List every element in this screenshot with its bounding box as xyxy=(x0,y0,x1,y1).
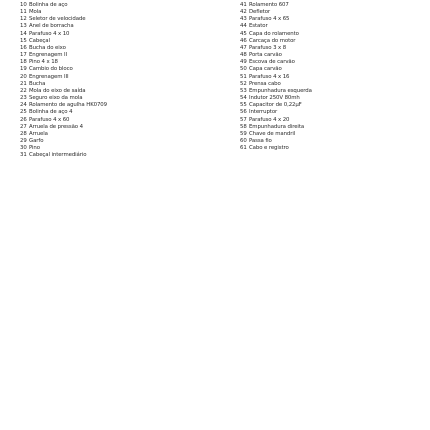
part-number: 24 xyxy=(20,102,27,109)
part-list-item xyxy=(240,145,420,152)
part-list-item xyxy=(20,124,220,131)
part-list-item xyxy=(20,74,220,81)
part-number: 46 xyxy=(240,37,247,44)
part-number: 48 xyxy=(240,52,247,59)
part-number: 52 xyxy=(240,80,247,87)
parts-list-left xyxy=(20,2,220,159)
part-label: Mola xyxy=(29,9,42,16)
part-number: 16 xyxy=(20,44,27,51)
part-number: 15 xyxy=(20,37,27,44)
part-label: Porta carvão xyxy=(249,52,282,59)
part-label: Defletor xyxy=(249,9,271,16)
part-list-item xyxy=(20,117,220,124)
part-number: 26 xyxy=(20,116,27,123)
part-number: 20 xyxy=(20,73,27,80)
part-list-item xyxy=(240,109,420,116)
part-list-item xyxy=(240,16,420,23)
part-number: 18 xyxy=(20,59,27,66)
part-number: 57 xyxy=(240,116,247,123)
part-label: Bolinha de aço 4 xyxy=(29,109,73,116)
part-label: Anel de borracha xyxy=(29,23,74,30)
part-label: Estator xyxy=(249,23,268,30)
part-label: Mola do eixo de saída xyxy=(29,87,86,94)
part-list-item xyxy=(20,59,220,66)
part-number: 42 xyxy=(240,9,247,16)
part-number: 53 xyxy=(240,87,247,94)
part-list-item xyxy=(20,52,220,59)
part-label: Arruela de pressão 4 xyxy=(29,123,83,130)
part-label: Empunhadura direita xyxy=(249,123,305,130)
part-label: Rolamento 607 xyxy=(249,2,289,8)
part-list-item xyxy=(240,131,420,138)
part-label: Parafuso 4 x 10 xyxy=(29,30,70,37)
part-list-item xyxy=(240,81,420,88)
part-label: Seletor de velocidade xyxy=(29,16,86,23)
part-list-item xyxy=(240,117,420,124)
part-list-item xyxy=(20,9,220,16)
part-number: 47 xyxy=(240,44,247,51)
part-list-item xyxy=(240,66,420,73)
part-list-item xyxy=(240,52,420,59)
part-label: Chave de mandril xyxy=(249,130,296,137)
part-label: Capa do rolamento xyxy=(249,30,299,37)
part-number: 49 xyxy=(240,59,247,66)
part-list-item xyxy=(240,124,420,131)
part-number: 27 xyxy=(20,123,27,130)
part-number: 14 xyxy=(20,30,27,37)
part-label: Cambio do bloco xyxy=(29,66,73,73)
part-list-item xyxy=(20,131,220,138)
part-label: Empunhadura esquerda xyxy=(249,87,312,94)
part-number: 28 xyxy=(20,130,27,137)
part-number: 17 xyxy=(20,52,27,59)
part-label: Garfo xyxy=(29,137,44,144)
part-number: 11 xyxy=(20,9,27,16)
part-number: 59 xyxy=(240,130,247,137)
part-number: 54 xyxy=(240,95,247,102)
part-list-item xyxy=(20,102,220,109)
part-number: 10 xyxy=(20,2,27,8)
part-label: Engrenagem II xyxy=(29,52,67,59)
part-number: 12 xyxy=(20,16,27,23)
part-label: Carcaça do motor xyxy=(249,37,296,44)
part-label: Parafuso 4 x 20 xyxy=(249,116,290,123)
part-number: 13 xyxy=(20,23,27,30)
part-number: 51 xyxy=(240,73,247,80)
part-list-item xyxy=(240,45,420,52)
part-number: 21 xyxy=(20,80,27,87)
part-list-item xyxy=(20,81,220,88)
part-label: Cabeçal intermediário xyxy=(29,152,87,159)
part-label: Cabo e registro xyxy=(249,145,289,152)
part-number: 50 xyxy=(240,66,247,73)
part-number: 45 xyxy=(240,30,247,37)
part-list-item xyxy=(240,2,420,9)
part-number: 31 xyxy=(20,152,27,159)
part-list-item xyxy=(240,31,420,38)
part-number: 22 xyxy=(20,87,27,94)
part-list-item xyxy=(20,23,220,30)
part-label: Bolinha de aço xyxy=(29,2,68,8)
part-list-item xyxy=(20,16,220,23)
part-number: 29 xyxy=(20,137,27,144)
part-list-item xyxy=(20,95,220,102)
part-number: 56 xyxy=(240,109,247,116)
parts-list-right xyxy=(240,2,420,152)
part-list-item xyxy=(240,102,420,109)
part-label: Engrenagem III xyxy=(29,73,69,80)
part-list-item xyxy=(20,66,220,73)
part-number: 60 xyxy=(240,137,247,144)
part-label: Cabeçal xyxy=(29,37,50,44)
part-number: 43 xyxy=(240,16,247,23)
part-list-item xyxy=(20,31,220,38)
part-list-item xyxy=(240,9,420,16)
part-list-item xyxy=(240,74,420,81)
part-number: 61 xyxy=(240,145,247,152)
part-label: Pino xyxy=(29,145,40,152)
part-number: 19 xyxy=(20,66,27,73)
part-label: Prensa cabo xyxy=(249,80,281,87)
part-list-item xyxy=(20,45,220,52)
part-label: Parafuso 4 x 60 xyxy=(29,116,70,123)
part-label: Escova de carvão xyxy=(249,59,295,66)
part-label: Capa carvão xyxy=(249,66,282,73)
part-list-item xyxy=(240,88,420,95)
part-list-item xyxy=(240,95,420,102)
part-list-item xyxy=(20,88,220,95)
part-number: 30 xyxy=(20,145,27,152)
part-label: Parafuso 4 x 16 xyxy=(249,73,290,80)
part-label: Arruela xyxy=(29,130,48,137)
part-number: 23 xyxy=(20,95,27,102)
part-list-item xyxy=(240,59,420,66)
part-label: Parafuso 3 x 8 xyxy=(249,44,287,51)
part-list-item xyxy=(240,38,420,45)
part-list-item xyxy=(240,23,420,30)
part-label: Interruptor xyxy=(249,109,278,116)
part-list-item xyxy=(240,138,420,145)
part-list-item xyxy=(20,138,220,145)
part-number: 41 xyxy=(240,2,247,8)
part-label: Bucha xyxy=(29,80,46,87)
part-list-item xyxy=(20,109,220,116)
part-number: 55 xyxy=(240,102,247,109)
part-number: 44 xyxy=(240,23,247,30)
part-list-item xyxy=(20,152,220,159)
part-list-item xyxy=(20,38,220,45)
part-list-item xyxy=(20,2,220,9)
part-label: Bucha do eixo xyxy=(29,44,66,51)
part-number: 58 xyxy=(240,123,247,130)
part-label: Pino 4 x 18 xyxy=(29,59,58,66)
part-number: 25 xyxy=(20,109,27,116)
part-label: Rolamento de agulha HK0709 xyxy=(29,102,107,109)
part-label: Capacitor de 0,22µF xyxy=(249,102,302,109)
part-label: Passa fio xyxy=(249,137,272,144)
part-label: Seguro eixo da mola xyxy=(29,95,83,102)
part-label: Indutor 250V 80mh xyxy=(249,95,300,102)
part-label: Parafuso 4 x 65 xyxy=(249,16,290,23)
